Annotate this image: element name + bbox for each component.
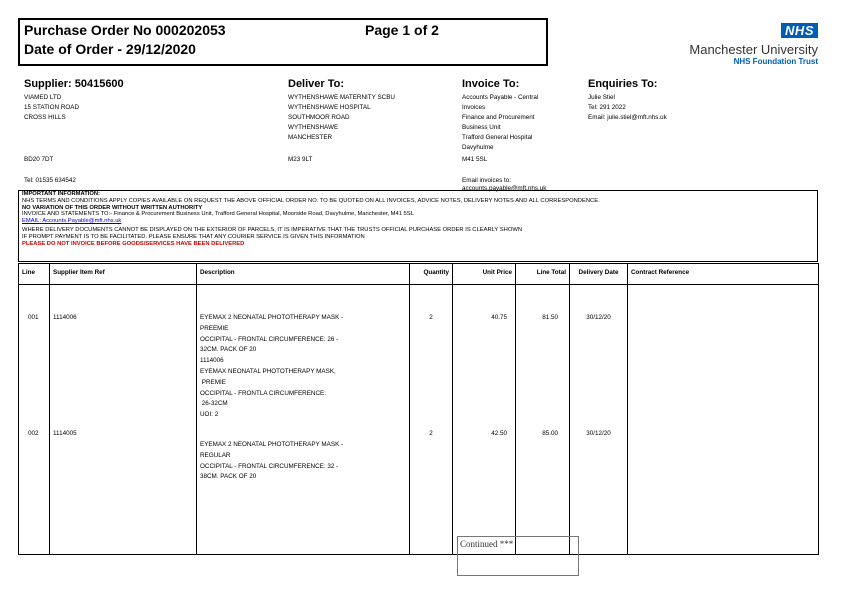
notice-line: NO VARIATION OF THIS ORDER WITHOUT WRITTEN AUTHORITY xyxy=(22,204,203,211)
row-line-total: 85.00 xyxy=(542,429,558,437)
supplier-title: Supplier: 50415600 xyxy=(24,78,124,90)
cell-line xyxy=(19,285,50,555)
row-description xyxy=(197,285,409,421)
row-line-total: 81.50 xyxy=(542,314,558,321)
invoice-line: Davyhulme xyxy=(462,144,494,151)
row-ref: 1114005 xyxy=(53,429,77,437)
desc-line: 32CM. PACK OF 20 xyxy=(200,346,257,354)
col-delivery-date: Delivery Date xyxy=(570,264,628,285)
deliver-line: SOUTHMOOR ROAD xyxy=(288,114,350,121)
enquiries-title: Enquiries To: xyxy=(588,78,658,90)
supplier-address xyxy=(24,93,79,123)
logo-name: Manchester University xyxy=(689,42,818,57)
order-date: Date of Order - 29/12/2020 xyxy=(24,41,196,57)
invoice-postcode: M41 5SL xyxy=(462,156,488,163)
continued-box xyxy=(457,536,579,576)
enquiries-line: Julie Stiel xyxy=(588,94,615,101)
desc-line: EYEMAX 2 NEONATAL PHOTOTHERAPY MASK - xyxy=(200,440,344,448)
col-quantity: Quantity xyxy=(410,264,453,285)
notice-line: IF PROMPT PAYMENT IS TO BE FACILITATED. PLEASE ENSURE THAT ANY COURIER SERVICE IS GIVEN THIS INFORMATION xyxy=(22,233,365,240)
deliver-line: WYTHENSHAWE HOSPITAL xyxy=(288,104,371,111)
desc-line: 1114006 xyxy=(200,357,224,365)
row-unit-price: 40.75 xyxy=(491,314,507,321)
notice-warning: PLEASE DO NOT INVOICE BEFORE GOODS/SERVICES HAVE BEEN DELIVERED xyxy=(22,240,245,247)
row-unit-price: 42.50 xyxy=(491,429,507,437)
desc-line: 38CM. PACK OF 20 xyxy=(200,473,257,481)
col-contract-reference: Contract Reference xyxy=(628,264,819,285)
col-description: Description xyxy=(197,264,410,285)
nhs-logo: NHS xyxy=(781,23,818,38)
col-unit-price: Unit Price xyxy=(453,264,516,285)
notice-line: WHERE DELIVERY DOCUMENTS CANNOT BE DISPLAYED ON THE EXTERIOR OF PARCELS, IT IS IMPERATIVE THAT THE TRUSTS OFFICIAL PURCHASE ORDER IS CLEARLY SHOWN xyxy=(22,226,523,233)
row-line: 002 xyxy=(28,429,39,437)
col-line: Line xyxy=(19,264,50,285)
notice-line: INVOICE AND STATEMENTS TO:- Finance & Procurement Business Unit, Trafford General Hospital, Moorside Road, Davyhulme, Manchester, M41 5SL xyxy=(22,211,414,218)
order-lines-table xyxy=(18,263,819,555)
invoice-title: Invoice To: xyxy=(462,78,520,90)
desc-line: PREMIE xyxy=(200,378,226,386)
supplier-postcode: BD20 7DT xyxy=(24,156,54,163)
notice-line: NHS TERMS AND CONDITIONS APPLY COPIES AVAILABLE ON REQUEST THE ABOVE OFFICIAL ORDER NO. TO BE QUOTED ON ALL INVOICES, ADVICE NOTES, DELIVERY NOTES AND ALL CORRESPONDENCE. xyxy=(22,197,600,204)
cell-delivery-date xyxy=(570,285,628,555)
trust-logo xyxy=(650,22,818,66)
deliver-line: MANCHESTER xyxy=(288,134,333,141)
invoice-line: Trafford General Hospital xyxy=(462,134,533,141)
cell-ref xyxy=(50,285,197,555)
supplier-line: 15 STATION ROAD xyxy=(24,104,80,111)
row-ref: 1114006 xyxy=(53,314,77,321)
deliver-line: WYTHENSHAWE xyxy=(288,124,339,131)
deliver-postcode: M23 9LT xyxy=(288,156,313,163)
supplier-tel: Tel: 01535 634542 xyxy=(24,177,76,184)
enquiries-contact xyxy=(588,93,667,123)
row-delivery-date: 30/12/20 xyxy=(586,314,611,321)
cell-quantity xyxy=(410,285,453,555)
col-line-total: Line Total xyxy=(516,264,570,285)
row-line: 001 xyxy=(28,314,39,321)
enquiries-line[interactable]: Email: julie.stiel@mft.nhs.uk xyxy=(588,114,667,121)
notice-email-link[interactable]: EMAIL: Accounts.Payable@mft.nhs.uk xyxy=(22,218,122,225)
row-delivery-date: 30/12/20 xyxy=(586,429,611,437)
page-indicator: Page 1 of 2 xyxy=(365,22,439,38)
row-description xyxy=(197,421,409,483)
table-body-row xyxy=(19,285,819,555)
logo-trust: NHS Foundation Trust xyxy=(733,57,818,66)
cell-line-total xyxy=(516,285,570,555)
deliver-title: Deliver To: xyxy=(288,78,345,90)
deliver-line: WYTHENSHAWE MATERNITY SCBU xyxy=(288,94,395,101)
desc-line: OCCIPITAL - FRONTAL CIRCUMFERENCE: 32 - xyxy=(200,462,339,470)
continued-text: Continued *** xyxy=(460,539,514,549)
invoice-line: Accounts Payable - Central xyxy=(462,94,539,101)
invoice-email[interactable]: accounts.payable@mft.nhs.uk xyxy=(462,185,547,192)
table-header-row xyxy=(19,264,819,285)
invoice-line: Finance and Procurement xyxy=(462,114,535,121)
cell-contract-reference xyxy=(628,285,819,555)
desc-line: OCCIPITAL - FRONTLA CIRCUMFERENCE: xyxy=(200,389,326,397)
desc-line: UOI: 2 xyxy=(200,411,219,419)
invoice-line: Business Unit xyxy=(462,124,501,131)
row-qty: 2 xyxy=(429,314,433,321)
deliver-address xyxy=(288,93,395,143)
desc-line: PREEMIE xyxy=(200,324,229,332)
supplier-line: VIAMED LTD xyxy=(24,94,62,101)
enquiries-line: Tel: 291 2022 xyxy=(588,104,626,111)
desc-line: REGULAR xyxy=(200,451,231,459)
desc-line: EYEMAX 2 NEONATAL PHOTOTHERAPY MASK - xyxy=(200,314,344,321)
invoice-email-label: Email invoices to: xyxy=(462,177,511,184)
invoice-line: Invoices xyxy=(462,104,486,111)
invoice-address xyxy=(462,93,538,153)
notice-text xyxy=(22,191,600,247)
desc-line: EYEMAX NEONATAL PHOTOTHERAPY MASK, xyxy=(200,367,336,375)
supplier-line: CROSS HILLS xyxy=(24,114,66,121)
cell-description xyxy=(197,285,410,555)
row-qty: 2 xyxy=(429,429,433,437)
cell-unit-price xyxy=(453,285,516,555)
desc-line: 26-32CM xyxy=(200,400,228,408)
notice-heading: IMPORTANT INFORMATION: xyxy=(22,191,101,197)
desc-line: OCCIPITAL - FRONTAL CIRCUMFERENCE: 26 - xyxy=(200,335,339,343)
po-number: Purchase Order No 000202053 xyxy=(24,22,226,38)
col-supplier-item-ref: Supplier Item Ref xyxy=(50,264,197,285)
